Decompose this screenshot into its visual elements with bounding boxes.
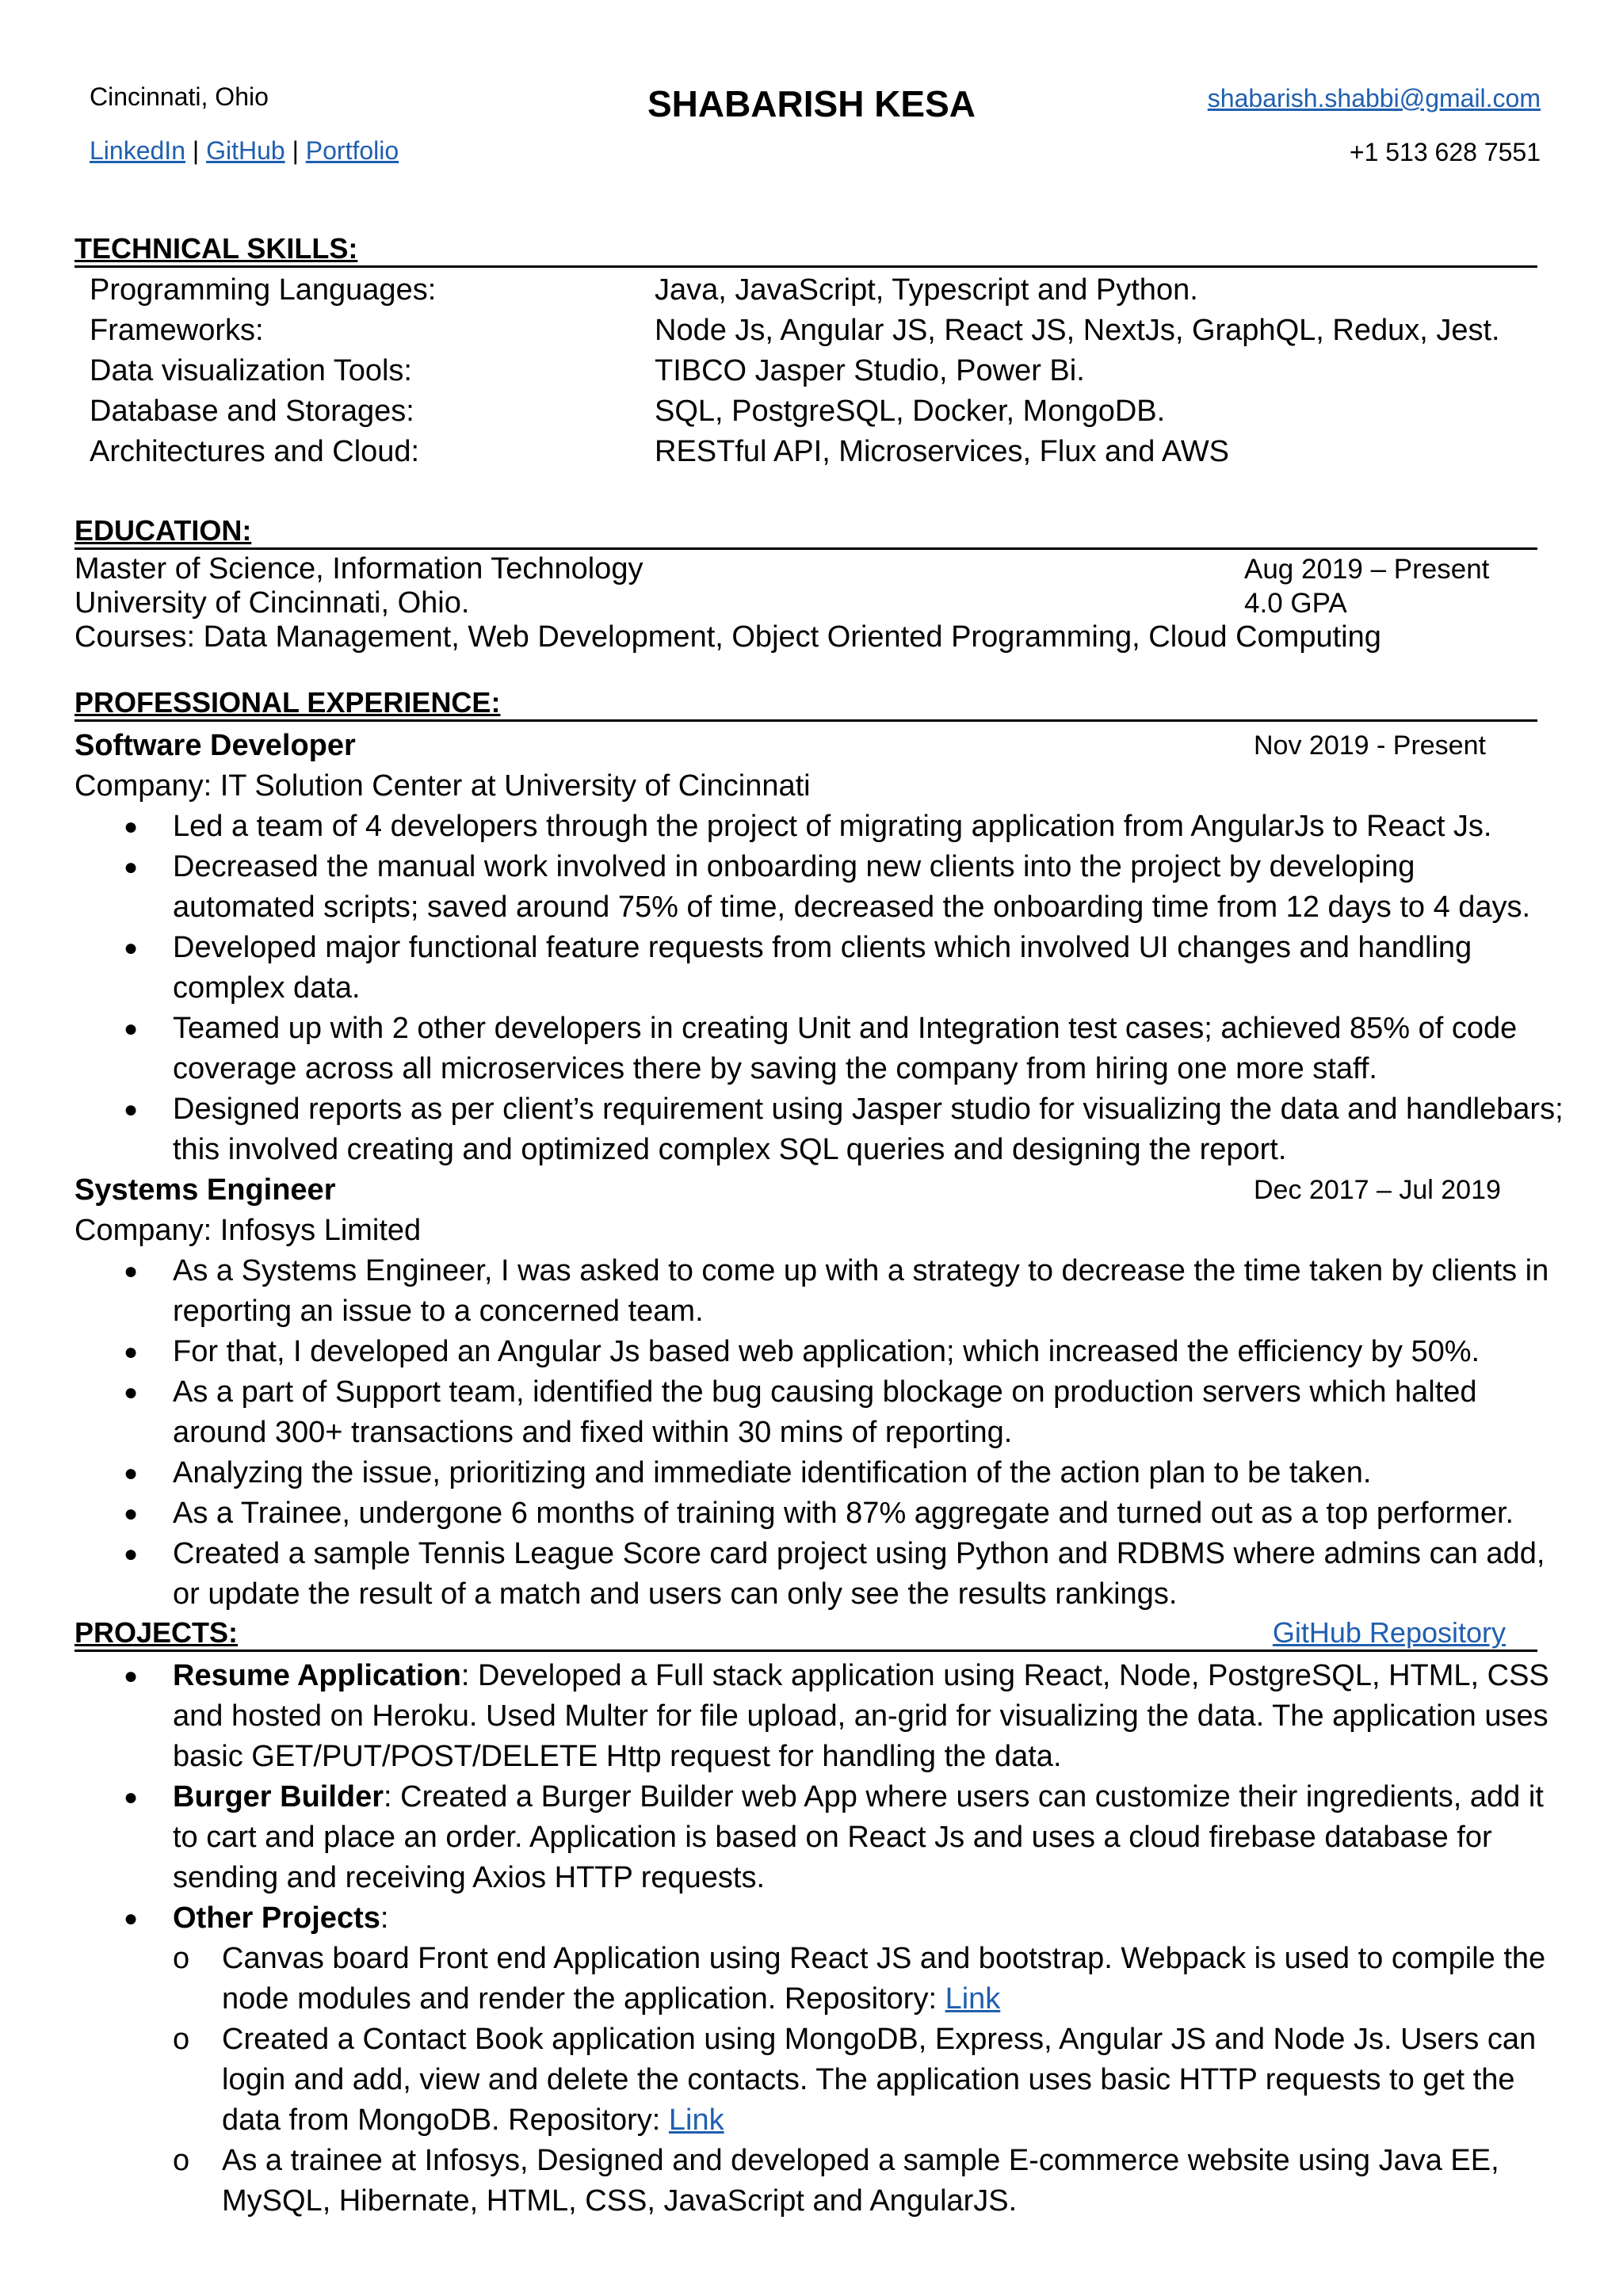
- skill-row: [90, 351, 1516, 391]
- portfolio-link[interactable]: Portfolio: [305, 136, 399, 165]
- phone-number: +1 513 628 7551: [1349, 138, 1541, 166]
- bullet-text: For that, I developed an Angular Js based web application; which increased the efficiency by 50%.: [173, 1335, 1480, 1368]
- bullet-text: Teamed up with 2 other developers in creating Unit and Integration test cases; achieved 85% of code coverage across all microservices there by saving the company from hiring one more staff.: [173, 1012, 1518, 1085]
- job-title-text: Systems Engineer: [74, 1173, 336, 1207]
- email-link[interactable]: [1208, 84, 1541, 113]
- skill-category: Data visualization Tools:: [90, 354, 412, 387]
- skill-value: Node Js, Angular JS, React JS, NextJs, GraphQL, Redux, Jest.: [655, 314, 1500, 347]
- experience-block: [74, 726, 1564, 1615]
- skills-heading: [74, 232, 1537, 268]
- project-item: [74, 1898, 1564, 1939]
- other-project-text: Created a Contact Book application using MongoDB, Express, Angular JS and Node Js. Users can login and add, view and delete the contacts. The application uses basic HTTP requests to get the data from MongoDB. Repository:: [222, 2023, 1537, 2137]
- other-project-item: [74, 2141, 1564, 2222]
- other-project-text: As a trainee at Infosys, Designed and developed a sample E-commerce website using Java EE, MySQL, Hibernate, HTML, CSS, JavaScript and AngularJS.: [222, 2144, 1499, 2218]
- bullet-dot-icon: ●: [124, 935, 139, 961]
- skill-row: [90, 311, 1516, 351]
- job-dates: Nov 2019 - Present: [1254, 730, 1486, 761]
- github-repository-link[interactable]: GitHub Repository: [1272, 1616, 1506, 1649]
- bullet-text: As a Systems Engineer, I was asked to come up with a strategy to decrease the time taken by clients in reporting an issue to a concerned team.: [173, 1254, 1549, 1328]
- skill-row: [90, 270, 1516, 311]
- skill-value: Java, JavaScript, Typescript and Python.: [655, 273, 1198, 307]
- bullet-dot-icon: ●: [124, 1501, 139, 1527]
- repository-link[interactable]: Link: [668, 2103, 724, 2137]
- location: Cincinnati, Ohio: [90, 82, 269, 111]
- courses: Courses: Data Management, Web Development, Object Oriented Programming, Cloud Computing: [74, 620, 1381, 654]
- skill-row: [90, 432, 1516, 472]
- bullet-dot-icon: ●: [124, 1784, 139, 1810]
- linkedin-link[interactable]: LinkedIn: [90, 136, 185, 165]
- bullet-text: Analyzing the issue, prioritizing and immediate identification of the action plan to be taken.: [173, 1456, 1372, 1489]
- email-link-text[interactable]: shabarish.shabbi@gmail.com: [1207, 84, 1541, 113]
- candidate-name: SHABARISH KESA: [647, 83, 976, 124]
- bullet-item: [74, 1332, 1564, 1372]
- degree: Master of Science, Information Technology: [74, 552, 643, 585]
- job-bullets: [74, 807, 1564, 1170]
- circle-bullet-icon: o: [173, 1942, 190, 1975]
- project-list: [74, 1656, 1564, 1939]
- bullet-item: [74, 1372, 1564, 1453]
- bullet-item: [74, 1089, 1564, 1170]
- bullet-dot-icon: ●: [124, 1339, 139, 1365]
- other-project-text: Canvas board Front end Application using React JS and bootstrap. Webpack is used to compile the node modules and render the application. Repository:: [222, 1942, 1546, 2016]
- project-name: Other Projects: [173, 1901, 380, 1935]
- bullet-text: Led a team of 4 developers through the project of migrating application from AngularJs to React Js.: [173, 810, 1492, 843]
- bullet-text: As a Trainee, undergone 6 months of training with 87% aggregate and turned out as a top performer.: [173, 1497, 1514, 1530]
- bullet-dot-icon: ●: [124, 1258, 139, 1284]
- education-dates: Aug 2019 – Present: [1244, 554, 1490, 585]
- bullet-item: [74, 807, 1564, 847]
- bullet-item: [74, 1251, 1564, 1332]
- skill-value: TIBCO Jasper Studio, Power Bi.: [655, 354, 1085, 387]
- bullet-dot-icon: ●: [124, 1460, 139, 1486]
- bullet-item: [74, 928, 1564, 1009]
- skill-category: Programming Languages:: [90, 273, 437, 307]
- skill-row: [90, 391, 1516, 432]
- skills-heading-text: TECHNICAL SKILLS:: [74, 232, 358, 265]
- projects-block: [74, 1656, 1564, 2222]
- repository-link[interactable]: Link: [945, 1982, 1001, 2016]
- job-company: Company: Infosys Limited: [74, 1214, 422, 1247]
- link-separator: |: [292, 136, 299, 165]
- skill-value: RESTful API, Microservices, Flux and AWS: [655, 435, 1230, 468]
- bullet-item: [74, 847, 1564, 928]
- job-dates: Dec 2017 – Jul 2019: [1254, 1175, 1501, 1205]
- skill-value: SQL, PostgreSQL, Docker, MongoDB.: [655, 395, 1166, 428]
- school: University of Cincinnati, Ohio.: [74, 586, 470, 620]
- bullet-dot-icon: ●: [124, 814, 139, 840]
- project-desc: : Created a Burger Builder web App where users can customize their ingredients, add it to cart and place an order. Application is based on React Js and uses a cloud firebase database for sending and receiving Axios HTTP requests.: [173, 1780, 1544, 1894]
- skill-category: Architectures and Cloud:: [90, 435, 420, 468]
- bullet-text: Developed major functional feature requests from clients which involved UI changes and handling complex data.: [173, 931, 1472, 1005]
- job-title: [74, 1170, 1564, 1211]
- bullet-dot-icon: ●: [124, 1016, 139, 1042]
- circle-bullet-icon: o: [173, 2144, 190, 2177]
- school-row: [74, 586, 1537, 620]
- education-heading-text: EDUCATION:: [74, 514, 252, 547]
- skill-category: Frameworks:: [90, 314, 264, 347]
- bullet-text: Designed reports as per client’s requirement using Jasper studio for visualizing the data and handlebars; this involved creating and optimized complex SQL queries and designing the report.: [173, 1093, 1564, 1166]
- projects-heading-text: PROJECTS:: [74, 1616, 239, 1649]
- other-project-item: [74, 1939, 1564, 2019]
- skills-table: [90, 270, 1516, 472]
- skill-category: Database and Storages:: [90, 395, 414, 428]
- project-name: Resume Application: [173, 1659, 461, 1692]
- bullet-dot-icon: ●: [124, 1663, 139, 1689]
- other-project-item: [74, 2019, 1564, 2141]
- job-bullets: [74, 1251, 1564, 1615]
- bullet-item: [74, 1009, 1564, 1089]
- circle-bullet-icon: o: [173, 2023, 190, 2056]
- education-heading: [74, 514, 1537, 550]
- project-name: Burger Builder: [173, 1780, 384, 1814]
- project-desc: : Developed a Full stack application using React, Node, PostgreSQL, HTML, CSS and hosted on Heroku. Used Multer for file upload, an-grid for visualizing the data. The application uses basic GET/PUT/POST/DELETE Http request for handling the data.: [173, 1659, 1549, 1773]
- job-title: [74, 726, 1564, 766]
- projects-heading: [74, 1616, 1537, 1652]
- education-block: [74, 552, 1537, 654]
- bullet-dot-icon: ●: [124, 1097, 139, 1123]
- bullet-item: [74, 1493, 1564, 1534]
- bullet-item: [74, 1534, 1564, 1615]
- github-link[interactable]: GitHub: [206, 136, 285, 165]
- other-projects-list: [74, 1939, 1564, 2222]
- gpa: 4.0 GPA: [1244, 588, 1347, 619]
- profile-links: [90, 136, 399, 166]
- bullet-text: Created a sample Tennis League Score card project using Python and RDBMS where admins can add, or update the result of a match and users can only see the results rankings.: [173, 1537, 1545, 1611]
- job-title-text: Software Developer: [74, 729, 356, 762]
- job-company: Company: IT Solution Center at University of Cincinnati: [74, 769, 811, 803]
- bullet-dot-icon: ●: [124, 1541, 139, 1567]
- bullet-dot-icon: ●: [124, 1905, 139, 1932]
- bullet-dot-icon: ●: [124, 1379, 139, 1405]
- experience-heading: [74, 686, 1537, 722]
- experience-heading-text: PROFESSIONAL EXPERIENCE:: [74, 686, 501, 719]
- link-separator: |: [192, 136, 200, 165]
- bullet-item: [74, 1453, 1564, 1493]
- bullet-text: As a part of Support team, identified the bug causing blockage on production servers which halted around 300+ transactions and fixed within 30 mins of reporting.: [173, 1375, 1477, 1449]
- project-desc: :: [380, 1901, 389, 1935]
- project-item: [74, 1656, 1564, 1777]
- degree-row: [74, 552, 1537, 586]
- bullet-text: Decreased the manual work involved in onboarding new clients into the project by developing automated scripts; saved around 75% of time, decreased the onboarding time from 12 days to 4 days.: [173, 850, 1531, 924]
- project-item: [74, 1777, 1564, 1898]
- bullet-dot-icon: ●: [124, 854, 139, 880]
